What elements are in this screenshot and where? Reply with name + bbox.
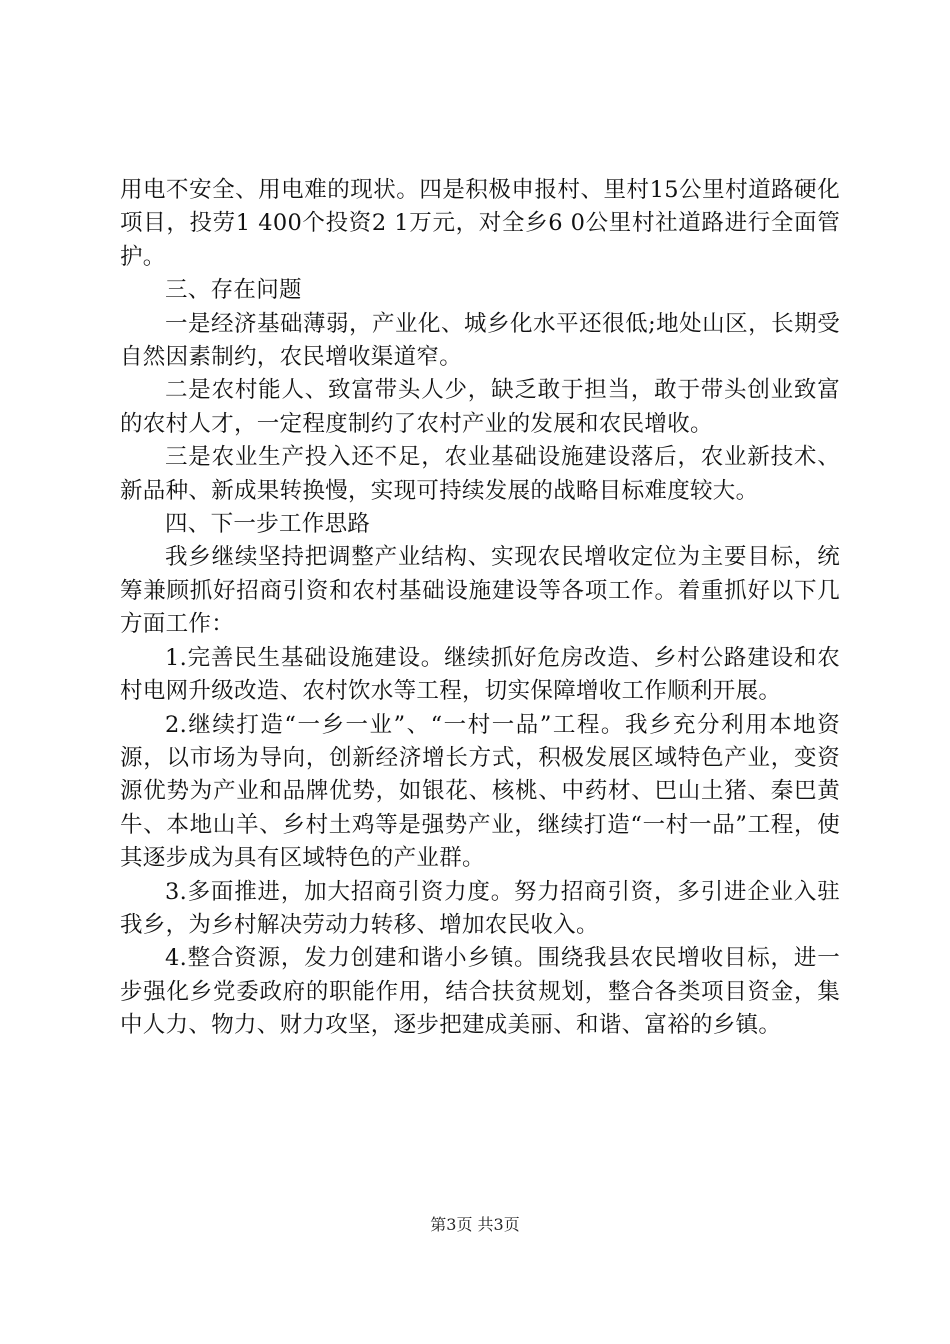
page-footer: 第3页 共3页 xyxy=(430,1215,520,1234)
paragraph-problem-2: 二是农村能人、致富带头人少，缺乏敢于担当，敢于带头创业致富的农村人才，一定程度制约了农村产业的发展和农民增收。 xyxy=(120,377,840,437)
paragraph-problem-1: 一是经济基础薄弱，产业化、城乡化水平还很低;地处山区，长期受自然因素制约，农民增收渠道窄。 xyxy=(120,310,840,371)
paragraph-item-1: 1.完善民生基础设施建设。继续抓好危房改造、乡村公路建设和农村电网升级改造、农村饮水等工程，切实保障增收工作顺利开展。 xyxy=(120,644,840,705)
paragraph-item-3: 3.多面推进，加大招商引资力度。努力招商引资，多引进企业入驻我乡，为乡村解决劳动力转移、增加农民收入。 xyxy=(120,878,840,938)
section-heading-problems: 三、存在问题 xyxy=(165,277,302,304)
paragraph-continuation: 用电不安全、用电难的现状。四是积极申报村、里村15公里村道路硬化项目，投劳1 400个投资2 1万元，对全乡6 0公里村社道路进行全面管护。 xyxy=(120,177,840,270)
section-heading-next-steps: 四、下一步工作思路 xyxy=(165,511,371,538)
paragraph-item-4: 4.整合资源，发力创建和谐小乡镇。围绕我县农民增收目标，进一步强化乡党委政府的职能作用，结合扶贫规划，整合各类项目资金，集中人力、物力、财力攻坚，逐步把建成美丽、和谐、富裕的乡镇。 xyxy=(120,945,840,1039)
document-body xyxy=(120,174,840,1043)
paragraph-item-2: 2.继续打造“一乡一业”、“一村一品”工程。我乡充分利用本地资源，以市场为导向，创新经济增长方式，积极发展区域特色产业，变资源优势为产业和品牌优势，如银花、核桃、中药材、巴山土猪、秦巴黄牛、本地山羊、乡村土鸡等是强势产业，继续打造“一村一品”工程，使其逐步成为具有区域特色的产业群。 xyxy=(120,711,840,872)
paragraph-next-steps-intro: 我乡继续坚持把调整产业结构、实现农民增收定位为主要目标，统筹兼顾抓好招商引资和农村基础设施建设等各项工作。着重抓好以下几方面工作： xyxy=(120,544,840,638)
paragraph-problem-3: 三是农业生产投入还不足，农业基础设施建设落后，农业新技术、新品种、新成果转换慢，实现可持续发展的战略目标难度较大。 xyxy=(120,444,840,504)
